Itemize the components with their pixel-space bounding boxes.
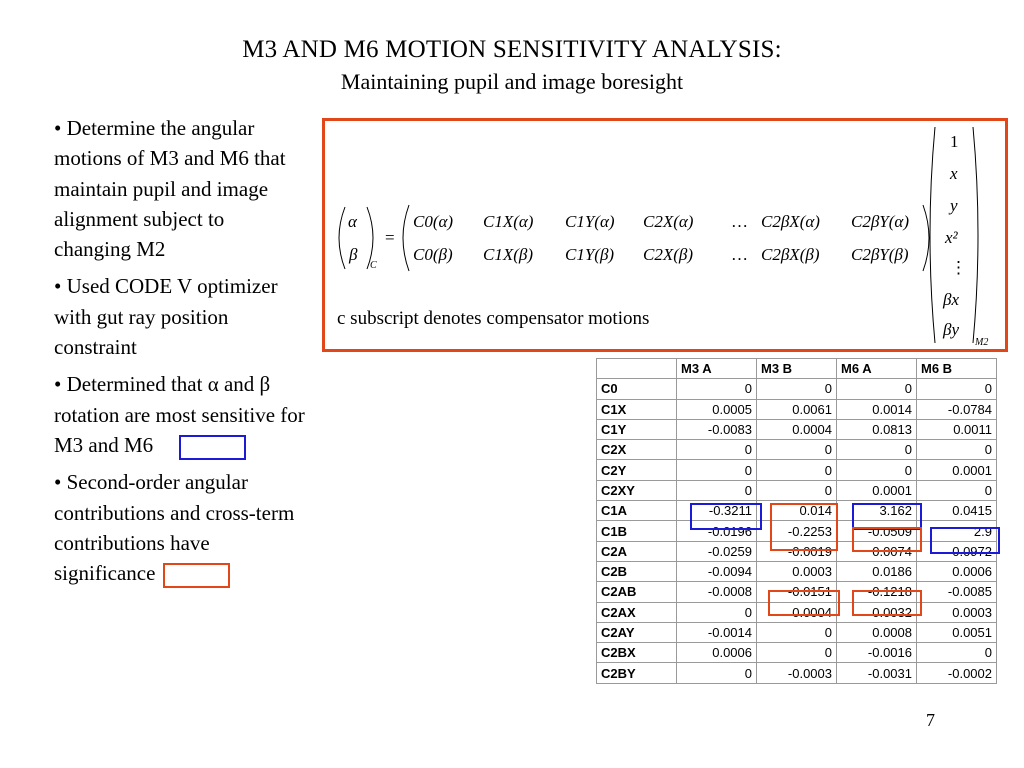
matrix-row-beta bbox=[413, 245, 909, 264]
column-header-m6a: M6 A bbox=[837, 359, 917, 379]
coef-c1y-beta: C1Y(β) bbox=[565, 245, 615, 264]
table-cell: 0.0186 bbox=[837, 561, 917, 581]
coef-c0-beta: C0(β) bbox=[413, 245, 453, 264]
equation-box bbox=[322, 118, 1008, 352]
coef-c2x-alpha: C2X(α) bbox=[643, 212, 694, 231]
coef-c2bx-beta: C2βX(β) bbox=[761, 245, 820, 264]
table-cell: -0.3211 bbox=[677, 501, 757, 521]
table-cell: 0 bbox=[677, 480, 757, 500]
table-cell: 0 bbox=[917, 379, 997, 399]
table-cell: 0 bbox=[917, 440, 997, 460]
coef-c2by-beta: C2βY(β) bbox=[851, 245, 909, 264]
lhs-left-paren bbox=[339, 207, 345, 269]
table-cell: 0.0061 bbox=[757, 399, 837, 419]
table-cell: 0.0014 bbox=[837, 399, 917, 419]
table-row bbox=[597, 399, 997, 419]
row-label: C2B bbox=[597, 561, 677, 581]
table-cell: 0.0005 bbox=[677, 399, 757, 419]
table-cell: 0 bbox=[757, 480, 837, 500]
table-cell: -0.0509 bbox=[837, 521, 917, 541]
table-cell: 0 bbox=[677, 602, 757, 622]
table-cell: 0 bbox=[677, 663, 757, 683]
vector-one: 1 bbox=[950, 132, 959, 151]
table-cell: 0.0001 bbox=[837, 480, 917, 500]
table-row bbox=[597, 663, 997, 683]
table-cell: -0.0031 bbox=[837, 663, 917, 683]
bullet-most-sensitive bbox=[54, 369, 306, 460]
table-cell: 0 bbox=[837, 379, 917, 399]
bullet-most-sensitive-text: • Determined that α and β rotation are most sensitive for M3 and M6 bbox=[54, 372, 305, 457]
blue-highlight-legend-box bbox=[179, 435, 246, 460]
table-row bbox=[597, 622, 997, 642]
orange-highlight-legend-box bbox=[163, 563, 230, 588]
table-row bbox=[597, 643, 997, 663]
table-cell: 0 bbox=[757, 643, 837, 663]
table-cell: 0.0051 bbox=[917, 622, 997, 642]
table-cell: 0.0004 bbox=[757, 602, 837, 622]
coef-c0-alpha: C0(α) bbox=[413, 212, 454, 231]
lhs-subscript: C bbox=[370, 260, 377, 271]
row-label: C2AY bbox=[597, 622, 677, 642]
table-cell: 0.0415 bbox=[917, 501, 997, 521]
table-cell: 0.0003 bbox=[917, 602, 997, 622]
table-row bbox=[597, 541, 997, 561]
table-row bbox=[597, 460, 997, 480]
table-row bbox=[597, 440, 997, 460]
vector-right-paren bbox=[973, 127, 978, 343]
matrix-right-paren bbox=[923, 205, 929, 271]
table-cell: -0.0008 bbox=[677, 582, 757, 602]
row-label: C2AX bbox=[597, 602, 677, 622]
row-label: C2AB bbox=[597, 582, 677, 602]
table-cell: 0.0006 bbox=[677, 643, 757, 663]
table-row bbox=[597, 480, 997, 500]
table-cell: -0.1218 bbox=[837, 582, 917, 602]
row-label: C2BY bbox=[597, 663, 677, 683]
table-cell: -0.0014 bbox=[677, 622, 757, 642]
table-header-row bbox=[597, 359, 997, 379]
table-cell: 0.0004 bbox=[757, 419, 837, 439]
table-cell: 0 bbox=[757, 440, 837, 460]
table-cell: 0 bbox=[677, 460, 757, 480]
table-cell: 0.0032 bbox=[837, 602, 917, 622]
column-header-m6b: M6 B bbox=[917, 359, 997, 379]
table-cell: 0 bbox=[757, 622, 837, 642]
bullet-codev-optimizer: • Used CODE V optimizer with gut ray position constraint bbox=[54, 274, 278, 360]
table-cell: -0.0094 bbox=[677, 561, 757, 581]
column-header-m3b: M3 B bbox=[757, 359, 837, 379]
table-cell: 3.162 bbox=[837, 501, 917, 521]
row-label: C2Y bbox=[597, 460, 677, 480]
row-label: C1Y bbox=[597, 419, 677, 439]
lhs-beta: β bbox=[349, 245, 358, 264]
coefficient-table bbox=[596, 358, 997, 684]
table-cell: -0.0002 bbox=[917, 663, 997, 683]
table-cell: 0 bbox=[677, 440, 757, 460]
table-cell: 2.9 bbox=[917, 521, 997, 541]
row-label: C2XY bbox=[597, 480, 677, 500]
equals-sign: = bbox=[385, 228, 395, 247]
vector-left-paren bbox=[930, 127, 935, 343]
table-cell: 0 bbox=[677, 379, 757, 399]
table-row bbox=[597, 501, 997, 521]
coef-c2x-beta: C2X(β) bbox=[643, 245, 694, 264]
table-row bbox=[597, 419, 997, 439]
table-cell: -0.2253 bbox=[757, 521, 837, 541]
bullet-second-order-text: • Second-order angular contributions and cross-term contributions have significance bbox=[54, 470, 295, 586]
table-row bbox=[597, 521, 997, 541]
table-cell: 0.014 bbox=[757, 501, 837, 521]
table-cell: -0.0196 bbox=[677, 521, 757, 541]
ellipsis-alpha: … bbox=[731, 212, 748, 231]
table-cell: 0 bbox=[837, 460, 917, 480]
vector-y: y bbox=[950, 196, 958, 215]
table-cell: -0.0019 bbox=[757, 541, 837, 561]
vector-x-squared: x² bbox=[945, 228, 958, 247]
table-row bbox=[597, 379, 997, 399]
table-cell: -0.0259 bbox=[677, 541, 757, 561]
table-cell: 0 bbox=[917, 480, 997, 500]
vector-x: x bbox=[950, 164, 958, 183]
vector-subscript: M2 bbox=[975, 337, 989, 348]
table-row bbox=[597, 602, 997, 622]
table-cell: -0.0085 bbox=[917, 582, 997, 602]
slide-title: M3 AND M6 MOTION SENSITIVITY ANALYSIS: bbox=[242, 36, 782, 63]
row-label: C2A bbox=[597, 541, 677, 561]
coef-c1x-alpha: C1X(α) bbox=[483, 212, 534, 231]
table-row bbox=[597, 561, 997, 581]
table-cell: -0.0151 bbox=[757, 582, 837, 602]
row-label: C0 bbox=[597, 379, 677, 399]
matrix-row-alpha bbox=[413, 212, 909, 231]
table-cell: 0.0006 bbox=[917, 561, 997, 581]
table-cell: 0.0011 bbox=[917, 419, 997, 439]
table-cell: 0.0813 bbox=[837, 419, 917, 439]
coef-c1x-beta: C1X(β) bbox=[483, 245, 534, 264]
table-cell: -0.0784 bbox=[917, 399, 997, 419]
table-row bbox=[597, 582, 997, 602]
row-label: C1X bbox=[597, 399, 677, 419]
row-label: C2X bbox=[597, 440, 677, 460]
page-number: 7 bbox=[926, 710, 935, 730]
table-cell: 0 bbox=[837, 440, 917, 460]
ellipsis-beta: … bbox=[731, 245, 748, 264]
table-cell: 0 bbox=[757, 460, 837, 480]
column-header-m3a: M3 A bbox=[677, 359, 757, 379]
bullet-list bbox=[54, 113, 306, 595]
table-cell: -0.0083 bbox=[677, 419, 757, 439]
column-header-blank bbox=[597, 359, 677, 379]
coef-c2by-alpha: C2βY(α) bbox=[851, 212, 910, 231]
compensator-note: c subscript denotes compensator motions bbox=[337, 308, 650, 329]
coef-c2bx-alpha: C2βX(α) bbox=[761, 212, 820, 231]
table-cell: 0.0972 bbox=[917, 541, 997, 561]
table-cell: 0 bbox=[757, 379, 837, 399]
coef-c1y-alpha: C1Y(α) bbox=[565, 212, 615, 231]
vector-beta-x: βx bbox=[943, 290, 960, 309]
bullet-second-order bbox=[54, 467, 306, 588]
row-label: C1A bbox=[597, 501, 677, 521]
matrix-left-paren bbox=[403, 205, 409, 271]
vector-vdots: ⋮ bbox=[950, 258, 967, 277]
table-cell: 0.0008 bbox=[837, 622, 917, 642]
table-cell: 0.0074 bbox=[837, 541, 917, 561]
table-cell: -0.0016 bbox=[837, 643, 917, 663]
row-label: C1B bbox=[597, 521, 677, 541]
row-label: C2BX bbox=[597, 643, 677, 663]
vector-beta-y: βy bbox=[943, 320, 960, 339]
table-cell: 0.0003 bbox=[757, 561, 837, 581]
table-cell: 0 bbox=[917, 643, 997, 663]
table-cell: 0.0001 bbox=[917, 460, 997, 480]
lhs-alpha: α bbox=[348, 212, 357, 231]
table-cell: -0.0003 bbox=[757, 663, 837, 683]
bullet-determine-motions: • Determine the angular motions of M3 and M6 that maintain pupil and image alignment subject to changing M2 bbox=[54, 116, 286, 262]
slide-subtitle: Maintaining pupil and image boresight bbox=[340, 69, 684, 94]
